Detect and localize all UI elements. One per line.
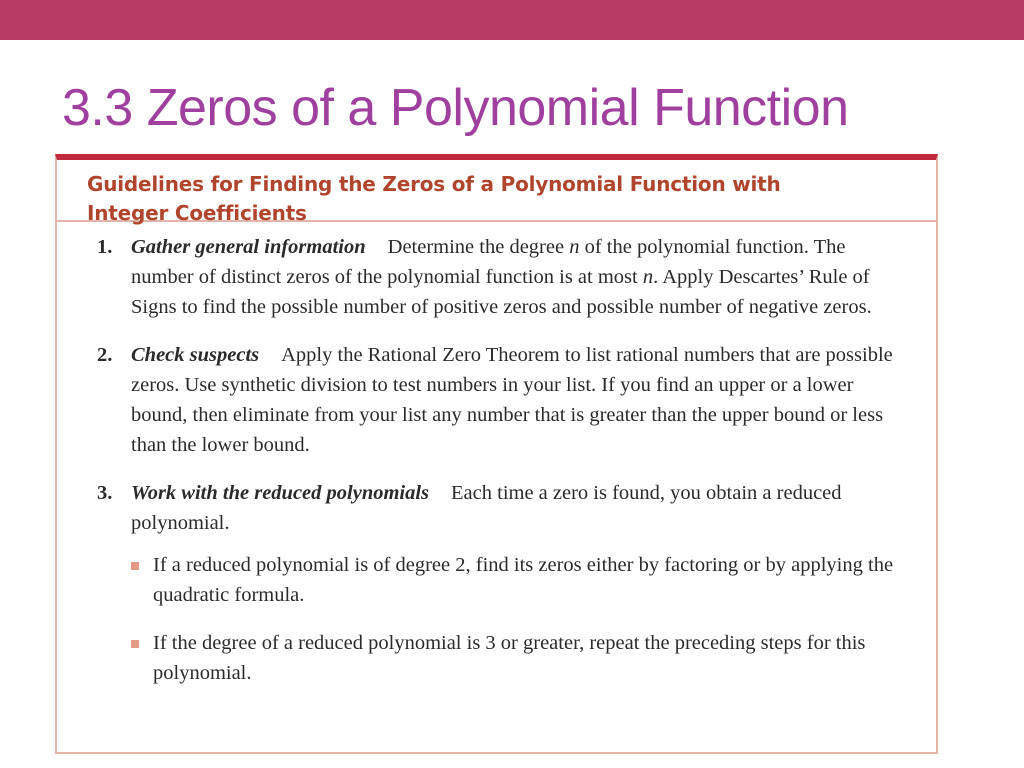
step-text: . Apply Descartes’ Rule of Signs to find the possible number of positive zeros and possible number of negative zeros. [131,266,872,318]
step-number: 2. [97,344,113,366]
step-3 [97,478,906,688]
step-text: Determine the degree [387,236,570,258]
step-heading: Check suspects [131,344,260,366]
step-heading: Gather general information [131,236,366,258]
variable-n: n [569,236,580,258]
step-2 [97,340,906,460]
square-bullet-icon [131,640,139,648]
step-text: Apply the Rational Zero Theorem to list rational numbers that are possible zeros. Use synthetic division to test numbers in your list. If you find an upper or a lower bound, then eliminate from your list any number that is greater than the upper bound or less than the lower bound. [131,344,893,456]
guidelines-box [55,154,938,754]
square-bullet-icon [131,562,139,570]
guidelines-title [87,170,906,228]
top-accent-bar [0,0,1024,40]
list-item [131,628,906,688]
list-item [131,550,906,610]
variable-n: n [642,266,654,288]
slide-title: 3.3 Zeros of a Polynomial Function [62,79,849,137]
step-3-bullets [131,550,906,688]
guidelines-title-line-2: Integer Coefficients [87,201,307,225]
step-text: of the polynomial function. The number of distinct zeros of the polynomial function is at most [131,236,846,288]
bullet-text: If a reduced polynomial is of degree 2, find its zeros either by factoring or by applying the quadratic formula. [153,554,894,606]
step-number: 1. [97,236,113,258]
bullet-text: If the degree of a reduced polynomial is 3 or greater, repeat the preceding steps for this polynomial. [153,632,866,684]
guidelines-title-line-1: Guidelines for Finding the Zeros of a Polynomial Function with [87,172,781,196]
step-1 [97,232,906,322]
guidelines-steps [57,222,936,688]
step-heading: Work with the reduced polynomials [131,482,430,504]
step-number: 3. [97,482,113,504]
step-text: Each time a zero is found, you obtain a reduced polynomial. [131,482,842,534]
guidelines-header [57,160,936,225]
